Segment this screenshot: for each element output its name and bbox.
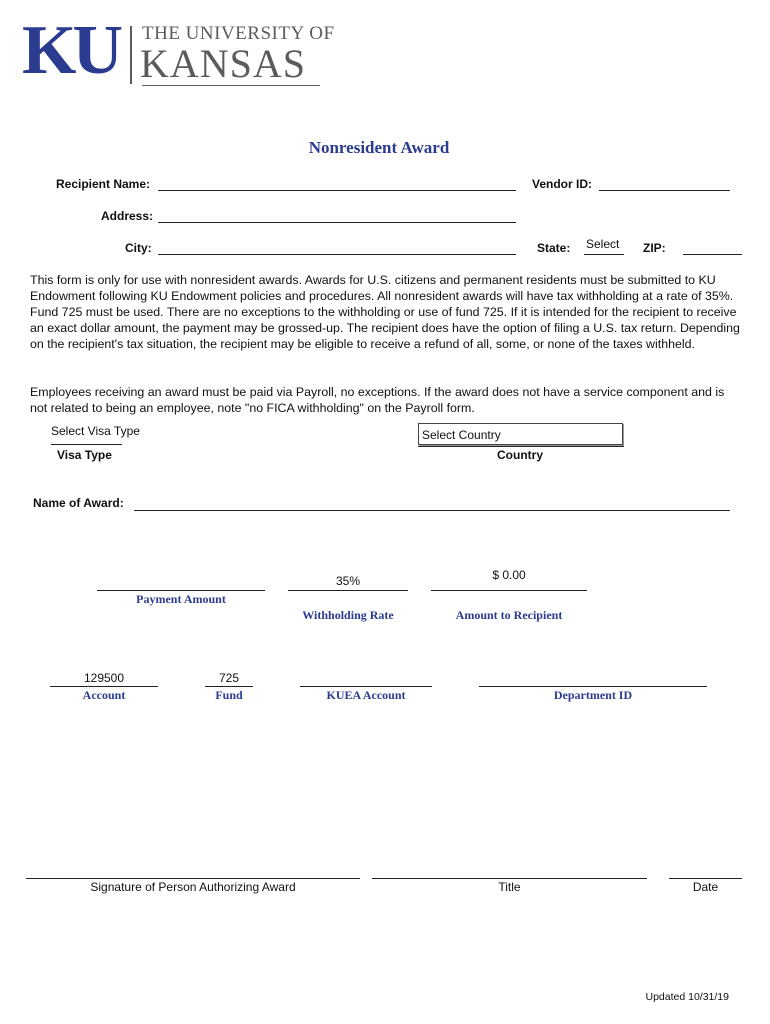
- vendor-id-label: Vendor ID:: [532, 177, 593, 191]
- payment-amount-label: Payment Amount: [136, 592, 226, 606]
- state-label: State:: [537, 241, 571, 255]
- ku-logo-divider: [130, 26, 132, 84]
- signature-line[interactable]: [26, 878, 360, 879]
- account-field[interactable]: [50, 671, 158, 687]
- department-id-field[interactable]: [479, 686, 707, 687]
- recipient-name-field[interactable]: [158, 190, 516, 191]
- title-line[interactable]: [372, 878, 647, 879]
- award-name-label: Name of Award:: [33, 496, 124, 510]
- amount-to-recipient-label: Amount to Recipient: [455, 608, 563, 622]
- country-value: Select Country: [422, 428, 501, 442]
- title-label: Title: [498, 880, 521, 894]
- state-value: Select: [586, 237, 620, 251]
- signature-label: Signature of Person Authorizing Award: [90, 880, 296, 894]
- fund-field[interactable]: [205, 671, 253, 687]
- visa-type-label: Visa Type: [57, 448, 112, 462]
- zip-field[interactable]: [683, 254, 742, 255]
- ku-logo-mark: KU: [22, 12, 119, 89]
- address-label: Address:: [101, 209, 154, 223]
- updated-date: Updated 10/31/19: [645, 991, 729, 1003]
- ku-logo-underline: [142, 85, 320, 86]
- policy-paragraph: This form is only for use with nonresident awards. Awards for U.S. citizens and permanent residents must be submitted to KU Endowment following KU Endowment policies and procedures. All nonresident awards will have tax withholding at a rate of 35%. Fund 725 must be used. There are no exceptions to the withholding or use of fund 725. If it is intended for the recipient to receive an exact dollar amount, the payment may be grossed-up. The recipient does have the option of filing a U.S. tax return. Depending on the recipient's tax situation, the recipient may be eligible to receive a refund of all, some, or none of the taxes withheld.: [30, 273, 740, 351]
- withholding-rate-value: 35%: [335, 574, 361, 588]
- recipient-name-label: Recipient Name:: [56, 177, 151, 191]
- withholding-rate-field[interactable]: [288, 574, 408, 591]
- withholding-rate-label: Withholding Rate: [302, 608, 394, 622]
- state-select[interactable]: [584, 237, 624, 255]
- ku-logo: [22, 12, 335, 89]
- page-title: Nonresident Award: [308, 138, 450, 157]
- visa-type-value: Select Visa Type: [51, 424, 140, 438]
- kuea-account-field[interactable]: [300, 686, 432, 687]
- date-label: Date: [692, 880, 719, 894]
- city-field[interactable]: [158, 254, 516, 255]
- fund-label: Fund: [215, 688, 243, 702]
- amount-to-recipient-value: $ 0.00: [492, 568, 526, 582]
- country-label: Country: [497, 448, 543, 462]
- country-select[interactable]: [418, 423, 623, 445]
- kuea-account-label: KUEA Account: [326, 688, 406, 702]
- country-underline: [418, 446, 624, 447]
- ku-logo-line1: THE UNIVERSITY OF: [142, 23, 335, 44]
- award-name-field[interactable]: [134, 510, 730, 511]
- visa-type-select[interactable]: [51, 424, 140, 445]
- address-field[interactable]: [158, 222, 516, 223]
- account-label: Account: [82, 688, 126, 702]
- zip-label: ZIP:: [643, 241, 666, 255]
- payroll-paragraph: Employees receiving an award must be paid via Payroll, no exceptions. If the award does not have a service component and is not related to being an employee, note "no FICA withholding" on the Payroll form.: [30, 385, 725, 415]
- payment-amount-field[interactable]: [97, 590, 265, 591]
- department-id-label: Department ID: [553, 688, 633, 702]
- account-value: 129500: [83, 671, 125, 685]
- date-line[interactable]: [669, 878, 742, 879]
- fund-value: 725: [218, 671, 240, 685]
- amount-to-recipient-field[interactable]: [431, 568, 587, 591]
- ku-logo-line2: KANSAS: [140, 41, 307, 86]
- city-label: City:: [125, 241, 152, 255]
- vendor-id-field[interactable]: [599, 190, 730, 191]
